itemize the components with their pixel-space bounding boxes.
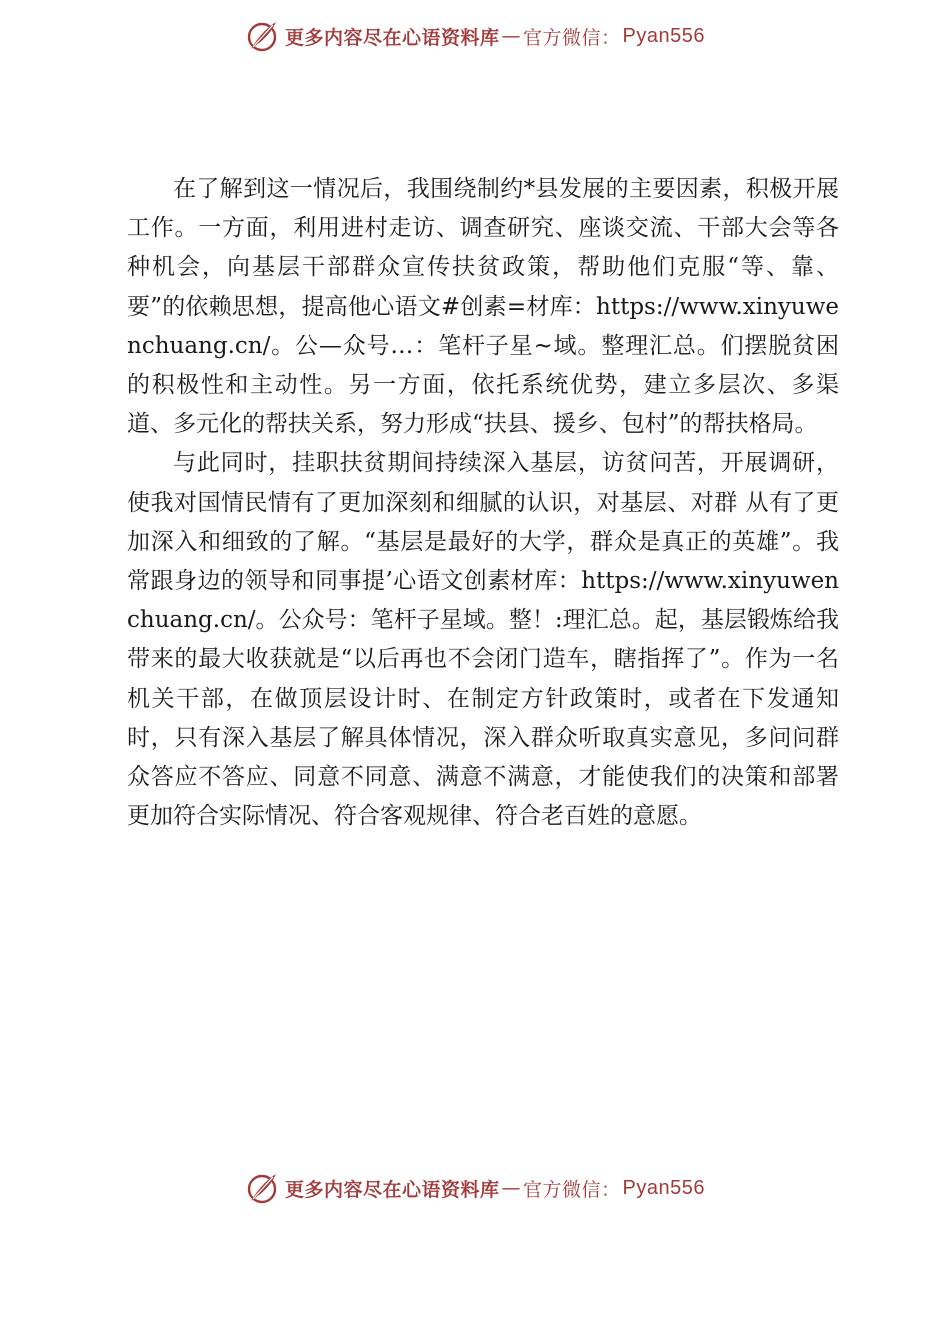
- quill-logo-icon: [245, 19, 279, 53]
- footer-banner: [0, 1168, 950, 1208]
- header-wechat-id: Pyan556: [622, 24, 705, 47]
- document-body: [127, 170, 839, 836]
- header-wechat-label: 官方微信：: [523, 26, 621, 49]
- footer-wechat-id: Pyan556: [622, 1176, 705, 1199]
- paragraph-2: 与此同时，挂职扶贫期间持续深入基层，访贫问苦，开展调研，使我对国情民情有了更加深刻和细腻的认识，对基层、对群 从有了更加深入和细致的了解。“基层是最好的大学，群众是真正的英雄”。我常跟身边的领导和同事提’心语文创素材库：https://www.xinyuwenchuang.cn/。公众号：笔杆子星域。整！:理汇总。起，基层锻炼给我带来的最大收获就是“以后再也不会闭门造车，瞎指挥了”。作为一名机关干部，在做顶层设计时、在制定方针政策时，或者在下发通知时，只有深入基层了解具体情况，深入群众听取真实意见，多问问群众答应不答应、同意不同意、满意不满意，才能使我们的决策和部署更加符合实际情况、符合客观规律、符合老百姓的意愿。: [127, 450, 839, 830]
- header-dash: —: [501, 25, 522, 47]
- footer-dash: —: [501, 1177, 522, 1199]
- footer-brand: 更多内容尽在心语资料库: [285, 1178, 500, 1201]
- header-banner: [0, 16, 950, 56]
- quill-logo-icon: [245, 1171, 279, 1205]
- header-brand: 更多内容尽在心语资料库: [285, 26, 500, 49]
- paragraph-1: 在了解到这一情况后，我围绕制约*县发展的主要因素，积极开展工作。一方面，利用进村走访、调查研究、座谈交流、干部大会等各种机会，向基层干部群众宣传扶贫政策，帮助他们克服“等、靠、要”的依赖思想，提高他心语文#创素=材库：https://www.xinyuwenchuang.cn/。公—众号…：笔杆子星~域。整理汇总。们摆脱贫困的积极性和主动性。另一方面，依托系统优势，建立多层次、多渠道、多元化的帮扶关系，努力形成“扶县、援乡、包村”的帮扶格局。: [127, 176, 839, 438]
- footer-wechat-label: 官方微信：: [523, 1178, 621, 1201]
- header-banner-text: [285, 23, 705, 50]
- footer-banner-text: [285, 1175, 705, 1202]
